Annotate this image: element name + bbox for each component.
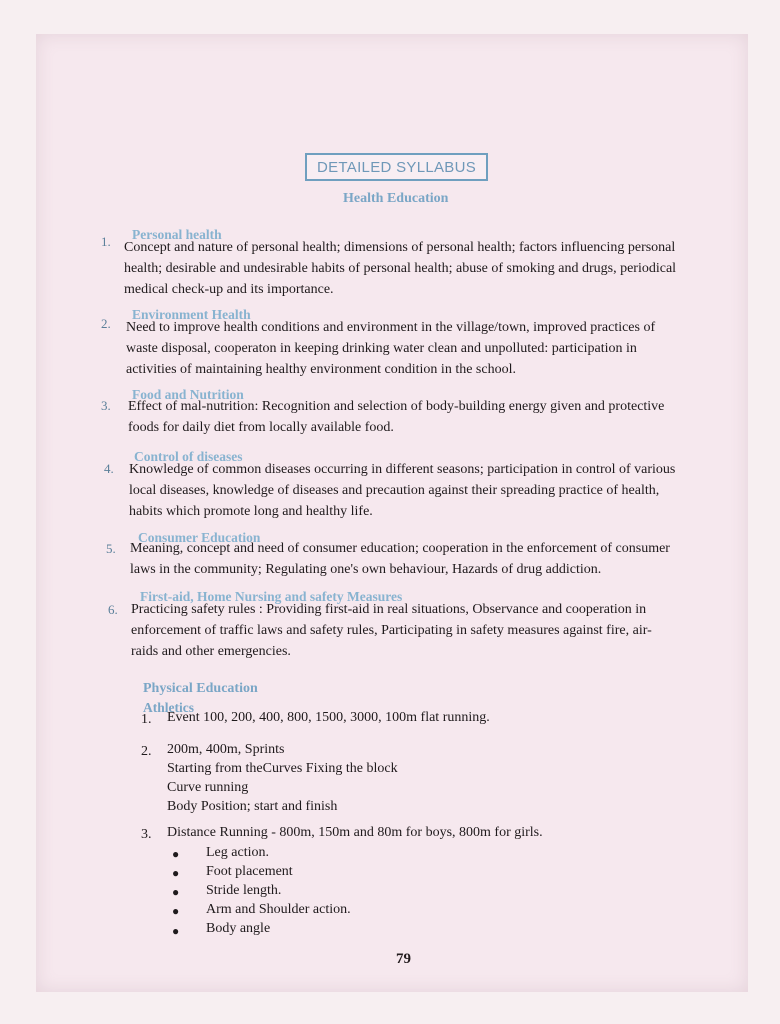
bullet-dot-icon: ●	[172, 924, 180, 938]
health-education-title: Health Education	[343, 191, 449, 206]
section-body: Knowledge of common diseases occurring in different seasons; participation in control of various local diseases, knowledge of diseases and precaution against their spreading practice of health, habits which promote long and healthy life.	[129, 462, 676, 519]
section-body: Concept and nature of personal health; dimensions of personal health; factors influencing personal health; desirable and undesirable habits of personal health; abuse of smoking and drugs, periodical medical check-up and its importance.	[124, 240, 677, 297]
bullet-item: Stride length.	[206, 883, 282, 898]
section-body: Meaning, concept and need of consumer education; cooperation in the enforcement of consumer laws in the community; Regulating one's own behaviour, Hazards of drug addiction.	[130, 541, 670, 577]
section-heading: Control of diseases	[134, 449, 243, 464]
bullet-item: Arm and Shoulder action.	[206, 902, 351, 917]
section-number: 1.	[101, 234, 111, 249]
bullet-item: Body angle	[206, 921, 271, 936]
page-number: 79	[396, 951, 411, 967]
bullet-item: Foot placement	[206, 864, 293, 879]
section-heading: Environment Health	[132, 307, 251, 322]
section-heading: Consumer Education	[138, 530, 261, 545]
list-line: Event 100, 200, 400, 800, 1500, 3000, 100m flat running.	[167, 710, 490, 725]
section-number: 3.	[101, 398, 111, 413]
list-line: Curve running	[167, 780, 249, 795]
bullet-dot-icon: ●	[172, 866, 180, 880]
physical-education-title: Physical Education	[143, 681, 258, 696]
list-number: 1.	[141, 712, 152, 727]
section-number: 2.	[101, 316, 111, 331]
list-line: 200m, 400m, Sprints	[167, 742, 285, 757]
list-line: Starting from theCurves Fixing the block	[167, 761, 398, 776]
list-number: 3.	[141, 827, 152, 842]
athletics-subtitle: Athletics	[143, 700, 194, 715]
section-heading: Food and Nutrition	[132, 387, 244, 402]
list-line: Body Position; start and finish	[167, 799, 338, 814]
section-number: 4.	[104, 461, 114, 476]
bullet-dot-icon: ●	[172, 847, 180, 861]
bullet-item: Leg action.	[206, 845, 269, 860]
section-body: Need to improve health conditions and environment in the village/town, improved practices of waste disposal, cooperaton in keeping drinking water clean and unpolluted: participation in activities of maintaining healthy environment condition in the school.	[126, 320, 656, 377]
section-heading: Personal health	[132, 227, 222, 242]
bullet-dot-icon: ●	[172, 885, 180, 899]
section-number: 5.	[106, 541, 116, 556]
list-number: 2.	[141, 744, 152, 759]
list-line: Distance Running - 800m, 150m and 80m for boys, 800m for girls.	[167, 825, 543, 840]
section-heading: First-aid, Home Nursing and safety Measures	[140, 589, 403, 604]
section-body: Effect of mal-nutrition: Recognition and selection of body-building energy given and protective foods for daily diet from locally available food.	[128, 399, 665, 435]
section-body: Practicing safety rules : Providing first-aid in real situations, Observance and cooperation in enforcement of traffic laws and safety rules, Participating in safety measures against fire, air- raids and other emergencies.	[131, 602, 652, 659]
bullet-dot-icon: ●	[172, 904, 180, 918]
section-number: 6.	[108, 602, 118, 617]
detailed-syllabus-banner: DETAILED SYLLABUS	[305, 153, 488, 181]
